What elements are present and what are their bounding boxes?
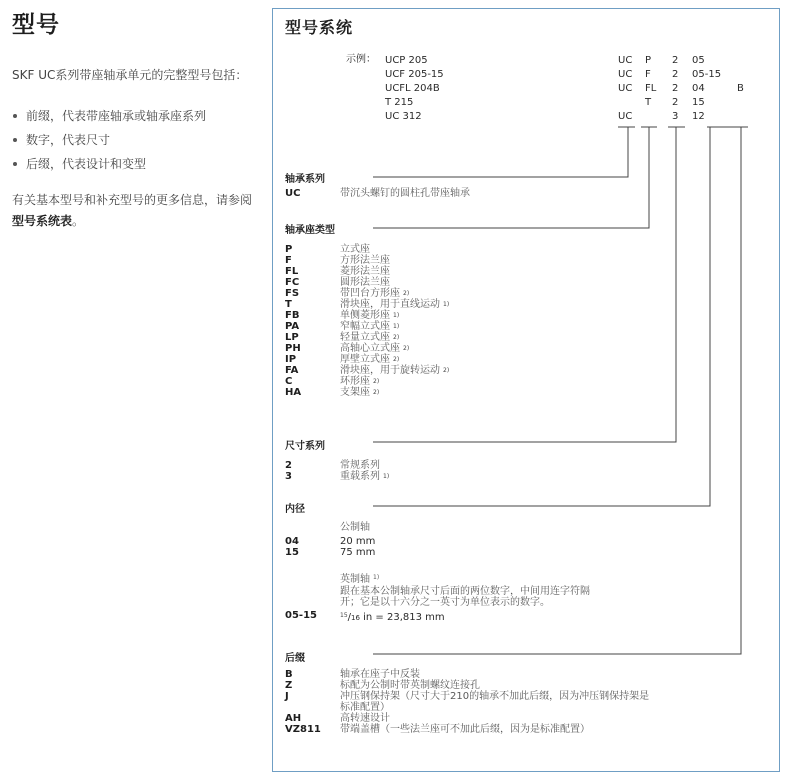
list-item: PA 窄幅立式座 1) <box>285 321 400 332</box>
list-item: 前缀，代表带座轴承或轴承座系列 <box>12 104 262 128</box>
list-item: 数字，代表尺寸 <box>12 128 262 152</box>
intro-column <box>12 6 262 232</box>
list-item: PH 高轴心立式座 2) <box>285 343 410 354</box>
reference-text: 有关基本型号和补充型号的更多信息，请参阅型号系统表。 <box>12 193 253 228</box>
suffix-list <box>285 669 649 735</box>
metric-bore-list <box>285 536 375 558</box>
list-item: P 立式座 <box>285 244 370 255</box>
code-column-housing: P F FL T <box>645 55 657 108</box>
designation-title: 型号系统 <box>285 18 354 37</box>
example-list <box>385 54 444 124</box>
list-item: J 冲压钢保持架（尺寸大于210的轴承不加此后缀，因为冲压钢保持架是 <box>285 691 650 702</box>
list-item: UCP 205 <box>385 55 428 66</box>
list-item: 15 75 mm <box>285 547 376 558</box>
list-item: FL 菱形法兰座 <box>285 266 390 277</box>
section-title-housing-type: 轴承座类型 <box>285 225 335 236</box>
list-item: IP 厚壁立式座 2) <box>285 354 400 365</box>
list-item: UC 312 <box>385 111 422 122</box>
list-item: UCFL 204B <box>385 83 440 94</box>
inch-bore-description-2: 开；它是以十六分之一英寸为单位表示的数字。 <box>340 597 550 608</box>
list-item: C 环形座 2) <box>285 376 380 387</box>
list-item: HA 支架座 2) <box>285 387 380 398</box>
list-item: 标准配置） <box>340 702 390 713</box>
list-item: 2 常规系列 <box>285 460 380 471</box>
designation-system-box <box>272 8 780 772</box>
list-item: UC 带沉头螺钉的圆柱孔带座轴承 <box>285 188 470 199</box>
page-title: 型号 <box>12 12 60 38</box>
inch-shaft-label: 英制轴 $^{1)}$ <box>340 574 380 585</box>
list-item: FC 圆形法兰座 <box>285 277 390 288</box>
section-title-dimension-series: 尺寸系列 <box>285 441 325 452</box>
list-item: B 轴承在座子中反装 <box>285 669 420 680</box>
code-column-series: 2 2 2 2 3 <box>672 55 679 122</box>
designation-table-link[interactable]: 型号系统表 <box>12 214 73 228</box>
metric-shaft-label: 公制轴 <box>340 522 370 533</box>
intro-text: SKF UC系列带座轴承单元的完整型号包括： <box>12 68 248 82</box>
list-item: T 滑块座，用于直线运动 1) <box>285 299 450 310</box>
list-item: 04 20 mm <box>285 536 376 547</box>
list-item: T 215 <box>385 97 414 108</box>
inch-bore-description-1: 跟在基本公制轴承尺寸后面的两位数字，中间用连字符隔 <box>340 586 590 597</box>
list-item: FS 带凹台方形座 2) <box>285 288 410 299</box>
section-title-suffix: 后缀 <box>285 653 305 664</box>
dimension-series-list <box>285 460 389 482</box>
list-item: LP 轻量立式座 2) <box>285 332 400 343</box>
list-item: Z 标配为公制时带英制螺纹连接孔 <box>285 680 480 691</box>
list-item: 05-15 $^{15}$/16 in = 23,813 mm <box>285 610 445 623</box>
inch-bore-list <box>285 610 445 621</box>
list-item: VZ811 带端盖槽（一些法兰座可不加此后缀，因为是标准配置） <box>285 724 590 735</box>
list-item: F 方形法兰座 <box>285 255 390 266</box>
code-column-suffix: B <box>737 83 744 94</box>
housing-type-list <box>285 244 449 398</box>
section-title-bearing-series: 轴承系列 <box>285 174 325 185</box>
example-label: 示例： <box>346 54 376 65</box>
list-item: UCF 205-15 <box>385 69 444 80</box>
bearing-series-list <box>285 188 470 199</box>
code-column-bore: 05 05-15 04 15 12 <box>692 55 722 122</box>
list-item: 3 重载系列 1) <box>285 471 390 482</box>
code-column-prefix: UC UC UC UC <box>618 55 633 122</box>
list-item: FB 单侧菱形座 1) <box>285 310 400 321</box>
list-item: FA 滑块座，用于旋转运动 2) <box>285 365 450 376</box>
list-item: AH 高转速设计 <box>285 713 390 724</box>
section-title-bore: 内径 <box>285 504 305 515</box>
list-item: 后缀，代表设计和变型 <box>12 152 262 176</box>
bullet-list <box>12 104 262 176</box>
